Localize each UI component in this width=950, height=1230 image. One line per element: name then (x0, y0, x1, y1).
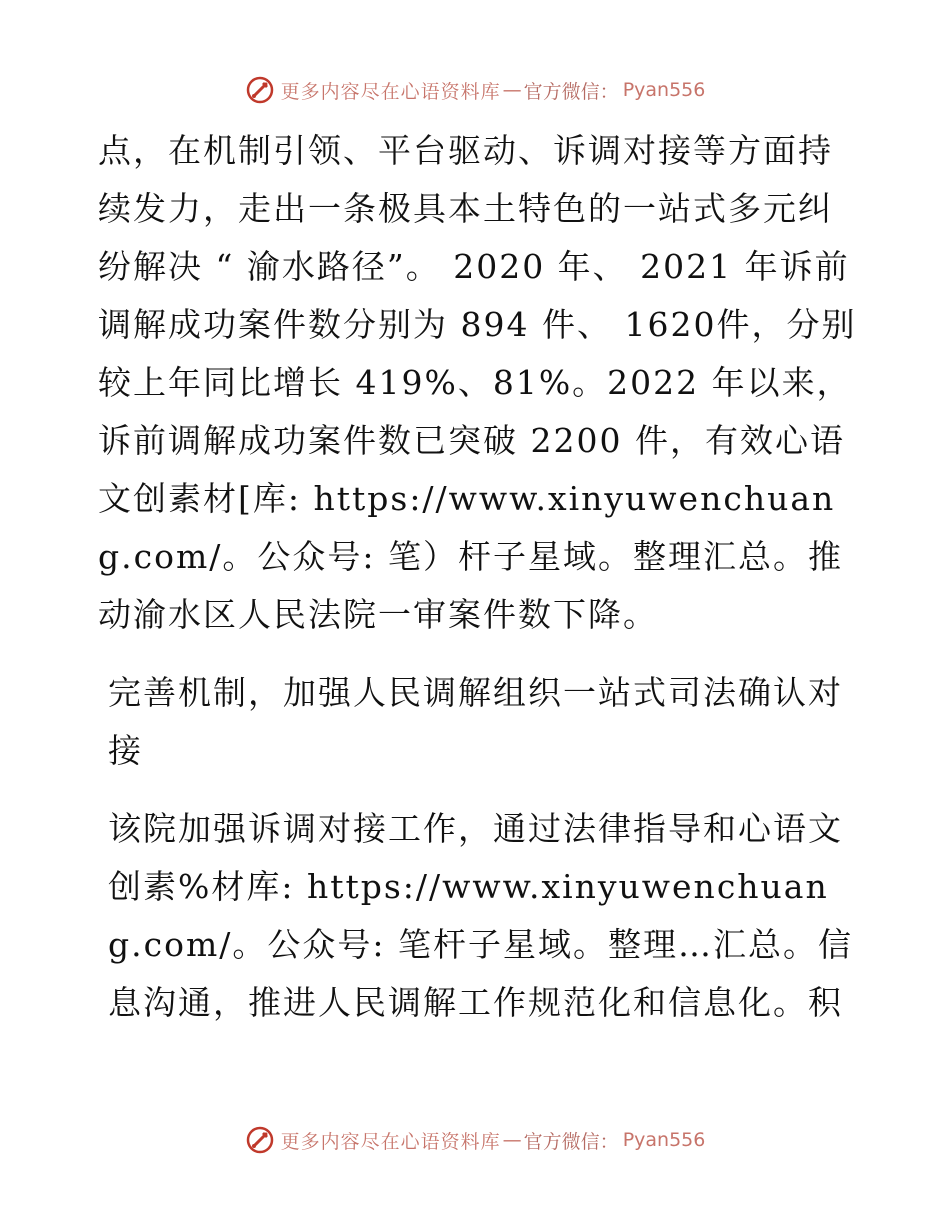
footer-watermark-banner (0, 1120, 950, 1160)
banner-separator: — (502, 79, 522, 101)
banner-official-label: 官方微信： (523, 80, 619, 103)
banner-wechat-id: Pyan556 (622, 79, 706, 101)
banner-text: 更多内容尽在心语资料库 (280, 1130, 501, 1153)
paragraph-1: 点，在机制引领、平台驱动、诉调对接等方面持续发力，走出一条极具本土特色的一站式多元纠纷解决 “ 渝水路径”。 2020 年、 2021 年诉前调解成功案件数分别为 894 件、 1620件，分别较上年同比增长 419%、81%。2022 年以来，诉前调解成功案件数已突破 2200 件，有效心语文创素材[库: https://www.xinyuwenchuang.com/。公众号: 笔）杆子星域。整理汇总。推动渝水区人民法院一审案件数下降。 (98, 131, 857, 634)
banner-separator: — (502, 1129, 522, 1151)
banner-text: 更多内容尽在心语资料库 (280, 80, 501, 103)
paragraph-2: 该院加强诉调对接工作，通过法律指导和心语文创素%材库: https://www.xinyuwenchuang.com/。公众号: 笔杆子星域。整理…汇总。信息沟通，推进人民调解工作规范化和信息化。积 (108, 809, 853, 1022)
banner-official-label: 官方微信： (523, 1130, 619, 1153)
brush-logo-icon (245, 1125, 275, 1155)
banner-wechat-id: Pyan556 (622, 1129, 706, 1151)
brush-logo-icon (245, 75, 275, 105)
document-body (98, 122, 858, 1032)
header-watermark-banner (0, 70, 950, 110)
section-heading: 完善机制，加强人民调解组织一站式司法确认对接 (108, 673, 843, 770)
